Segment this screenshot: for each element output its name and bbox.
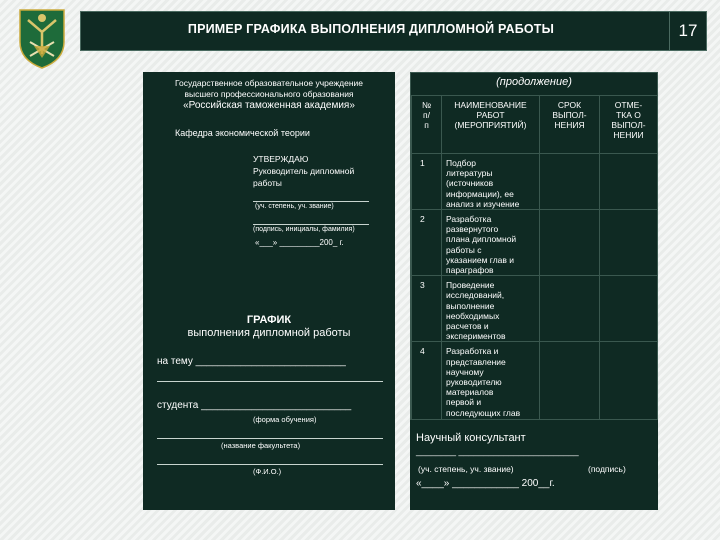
degree-line	[253, 201, 369, 202]
row-mark-cell	[600, 276, 658, 342]
row-number: 4	[412, 342, 442, 429]
consultant-block	[410, 420, 658, 510]
degree-hint: (уч. степень, уч. звание)	[255, 203, 334, 210]
topic-field: на тему ___________________________	[157, 356, 346, 367]
consultant-date: «____» ____________ 200__г.	[416, 478, 555, 489]
row-number: 3	[412, 276, 442, 342]
table-row	[412, 276, 658, 342]
faculty-line	[157, 438, 383, 439]
signature-line	[253, 224, 369, 225]
column-header-task: НАИМЕНОВАНИЕ РАБОТ (МЕРОПРИЯТИЙ)	[442, 96, 540, 154]
student-field: студента ___________________________	[157, 400, 352, 411]
column-header-deadline: СРОК ВЫПОЛ- НЕНИЯ	[540, 96, 600, 154]
institution-line-2: высшего профессионального образования	[184, 89, 354, 99]
slide-number: 17	[669, 12, 706, 50]
customs-emblem-icon	[14, 6, 70, 70]
consultant-label: Научный консультант	[416, 432, 526, 444]
row-task: Проведение исследований, выполнение необходимых расчетов и экспериментов	[442, 276, 540, 342]
name-line	[157, 464, 383, 465]
institution-line-1: Государственное образовательное учреждение	[174, 78, 364, 88]
document-subtitle: выполнения дипломной работы	[187, 327, 351, 339]
name-hint: (Ф.И.О.)	[253, 467, 282, 476]
schedule-table	[411, 95, 658, 429]
column-header-num: № п/ п	[412, 96, 442, 154]
table-header-row	[412, 96, 658, 154]
row-deadline-cell	[540, 210, 600, 276]
faculty-hint: (название факультета)	[221, 441, 301, 450]
table-row	[412, 154, 658, 210]
row-number: 2	[412, 210, 442, 276]
row-deadline-cell	[540, 342, 600, 429]
consultant-degree-hint: (уч. степень, уч. звание)	[418, 464, 514, 474]
document-title: ГРАФИК	[246, 314, 292, 326]
slide-title: ПРИМЕР ГРАФИКА ВЫПОЛНЕНИЯ ДИПЛОМНОЙ РАБОТЫ	[187, 22, 555, 36]
table-row	[412, 210, 658, 276]
schedule-title-page	[143, 72, 395, 510]
row-deadline-cell	[540, 276, 600, 342]
approval-heading: УТВЕРЖДАЮ	[253, 154, 309, 164]
row-mark-cell	[600, 342, 658, 429]
study-form-hint: (форма обучения)	[253, 415, 317, 424]
slide-header	[80, 11, 707, 51]
row-number: 1	[412, 154, 442, 210]
consultant-line: ________ ________________________	[416, 446, 579, 456]
approval-role-cont: работы	[253, 178, 282, 188]
institution-name: «Российская таможенная академия»	[183, 100, 355, 111]
row-deadline-cell	[540, 154, 600, 210]
schedule-table-panel	[410, 72, 658, 420]
approval-role: Руководитель дипломной	[253, 166, 355, 176]
row-mark-cell	[600, 210, 658, 276]
signature-hint: (подпись, инициалы, фамилия)	[253, 226, 355, 233]
column-header-mark: ОТМЕ- ТКА О ВЫПОЛ- НЕНИИ	[600, 96, 658, 154]
topic-line-2	[157, 381, 383, 382]
continuation-label: (продолжение)	[496, 76, 572, 88]
consultant-signature-hint: (подпись)	[588, 464, 626, 474]
row-task: Разработка и представление научному руководителю материалов первой и последующих глав	[442, 342, 540, 429]
row-task: Подбор литературы (источников информации), ее анализ и изучение	[442, 154, 540, 210]
department-name: Кафедра экономической теории	[175, 128, 310, 138]
row-task: Разработка развернутого плана дипломной работы с указанием глав и параграфов	[442, 210, 540, 276]
table-row	[412, 342, 658, 429]
row-mark-cell	[600, 154, 658, 210]
approval-date: «___» _________200_ г.	[255, 238, 344, 247]
